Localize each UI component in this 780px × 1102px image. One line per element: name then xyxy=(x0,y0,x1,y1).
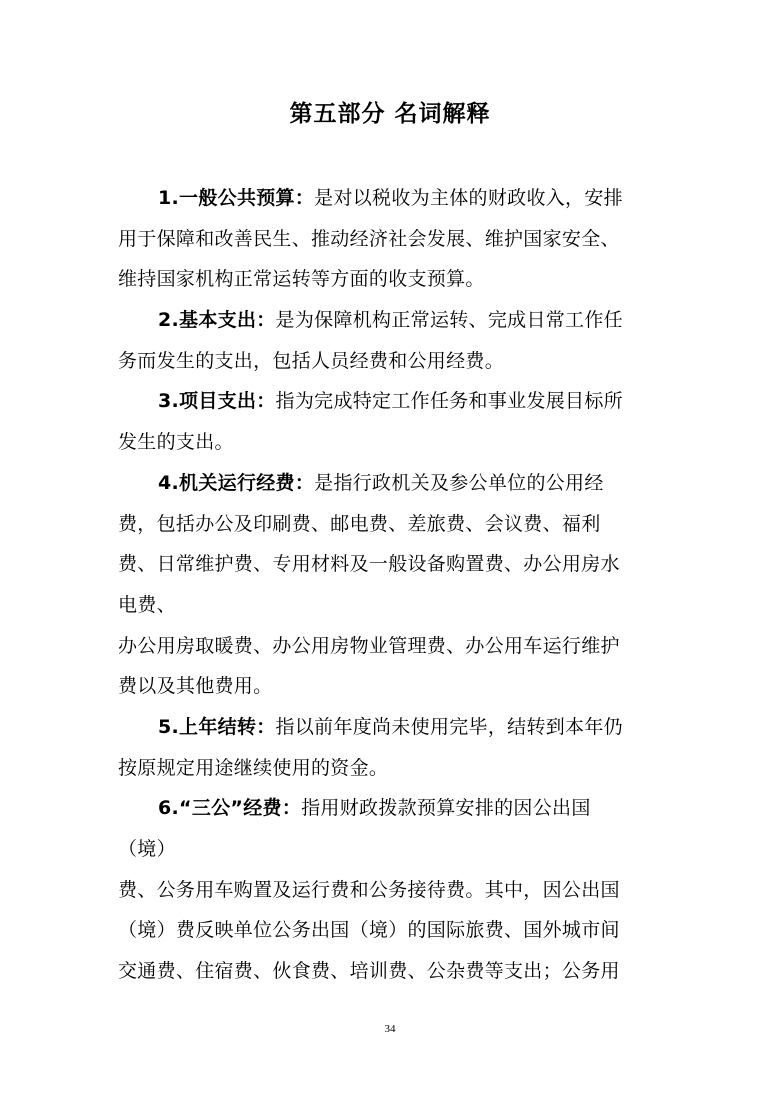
definition-term: 6.“三公”经费： xyxy=(158,797,302,820)
definitions-body xyxy=(118,178,664,992)
page-number: 34 xyxy=(384,1023,396,1035)
definition-4-first-line xyxy=(118,463,664,504)
definition-2-line: 务而发生的支出，包括人员经费和公用经费。 xyxy=(118,349,505,372)
definition-5-line: 按原规定用途继续使用的资金。 xyxy=(118,756,389,779)
definition-1-line: 用于保障和改善民生、推动经济社会发展、维护国家安全、 xyxy=(118,227,620,250)
definition-text: 是对以税收为主体的财政收入，安排 xyxy=(314,187,623,209)
definition-4-line: 费，包括办公及印刷费、邮电费、差旅费、会议费、福利 xyxy=(118,512,601,535)
definition-6-line: 费、公务用车购置及运行费和公务接待费。其中，因公出国 xyxy=(118,878,620,901)
definition-text: 是指行政机关及参公单位的公用经 xyxy=(314,471,604,494)
definition-text: 是为保障机构正常运转、完成日常工作任 xyxy=(275,309,623,332)
definition-6-line: （境）费反映单位公务出国（境）的国际旅费、国外城市间 xyxy=(118,919,620,942)
page-title: 第五部分 名词解释 xyxy=(289,101,491,127)
definition-2-first-line xyxy=(118,300,664,341)
definition-term: 3.项目支出： xyxy=(158,390,276,413)
definition-6-line: 交通费、住宿费、伙食费、培训费、公杂费等支出；公务用 xyxy=(118,960,620,983)
definition-3-first-line xyxy=(118,381,664,422)
definition-term: 1.一般公共预算： xyxy=(158,187,315,209)
definition-term: 5.上年结转： xyxy=(158,715,276,738)
definition-term: 4.机关运行经费： xyxy=(158,471,315,494)
definition-text: 指以前年度尚未使用完毕，结转到本年仍 xyxy=(275,715,623,738)
definition-4-line: 费以及其他费用。 xyxy=(118,675,273,698)
definition-term: 2.基本支出： xyxy=(158,309,276,332)
definition-text: 指为完成特定工作任务和事业发展目标所 xyxy=(275,390,623,413)
definition-1-line: 维持国家机构正常运转等方面的收支预算。 xyxy=(118,268,485,291)
definition-4-line: 电费、 xyxy=(118,593,176,616)
definition-5-first-line xyxy=(118,707,664,748)
definition-6-first-line xyxy=(118,788,664,829)
definition-3-line: 发生的支出。 xyxy=(118,431,234,454)
definition-4-line: 办公用房取暖费、办公用房物业管理费、办公用车运行维护 xyxy=(118,634,620,657)
definition-4-line: 费、日常维护费、专用材料及一般设备购置费、办公用房水 xyxy=(118,553,620,576)
definition-text: 指用财政拨款预算安排的因公出国 xyxy=(301,797,591,820)
definition-1-first-line xyxy=(118,178,664,219)
definition-6-line: （境） xyxy=(118,838,176,860)
